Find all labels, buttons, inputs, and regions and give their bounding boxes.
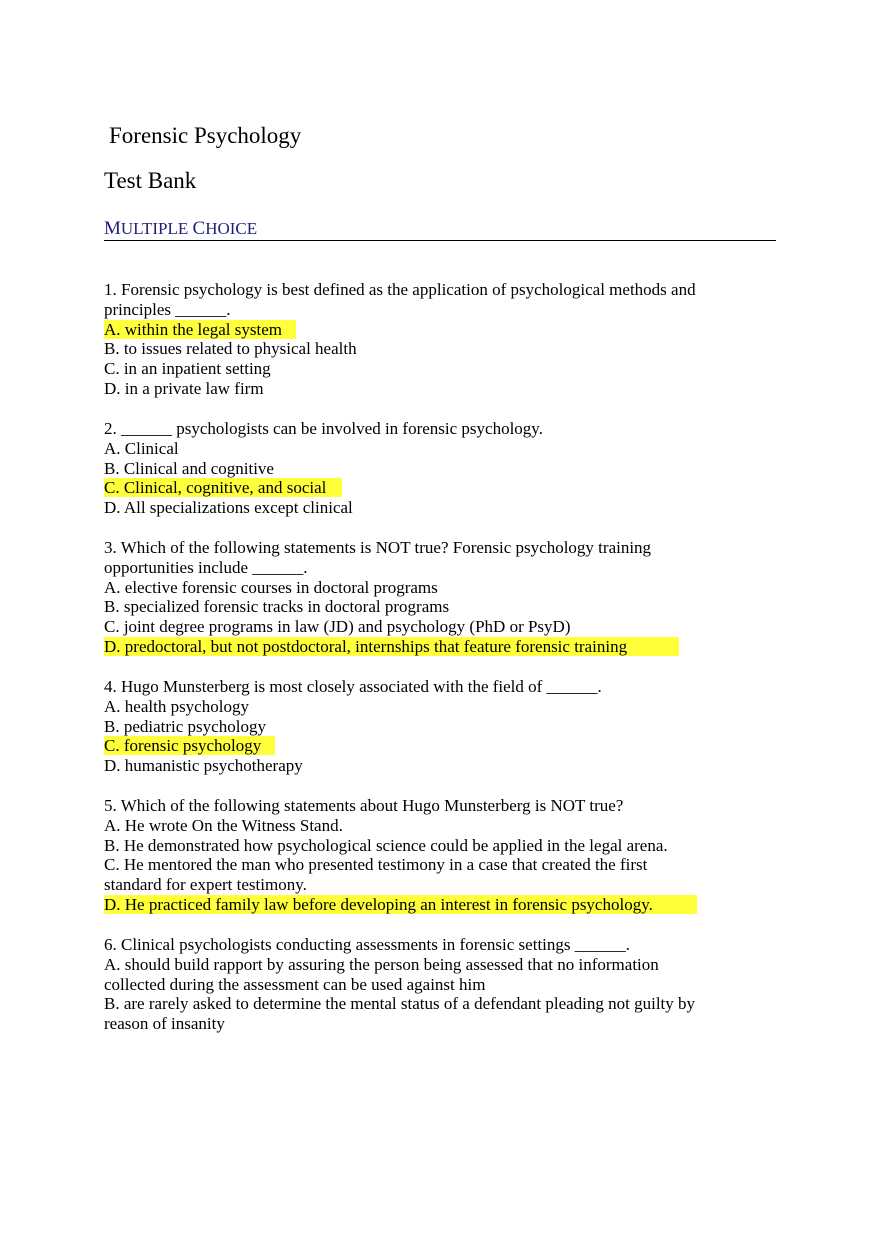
answer-option-highlighted: C. forensic psychology bbox=[104, 736, 275, 755]
answer-option: B. pediatric psychology bbox=[104, 716, 266, 736]
question-stem: principles ______. bbox=[104, 299, 231, 319]
section-heading-multiple-choice: MULTIPLE CHOICE bbox=[104, 218, 776, 241]
answer-option: A. He wrote On the Witness Stand. bbox=[104, 815, 343, 835]
question-stem: 1. Forensic psychology is best defined as the application of psychological methods and bbox=[104, 280, 696, 299]
question-stem: 4. Hugo Munsterberg is most closely associated with the field of ______. bbox=[104, 677, 602, 696]
answer-option: B. Clinical and cognitive bbox=[104, 458, 274, 478]
answer-option: C. joint degree programs in law (JD) and psychology (PhD or PsyD) bbox=[104, 617, 571, 637]
question-stem: 2. ______ psychologists can be involved in forensic psychology. bbox=[104, 419, 543, 438]
answer-option-highlighted: D. He practiced family law before developing an interest in forensic psychology. bbox=[104, 895, 697, 914]
question-stem: 6. Clinical psychologists conducting assessments in forensic settings ______. bbox=[104, 935, 631, 954]
answer-option: D. humanistic psychotherapy bbox=[104, 756, 303, 776]
question-stem: opportunities include ______. bbox=[104, 557, 308, 577]
answer-option: B. He demonstrated how psychological science could be applied in the legal arena. bbox=[104, 835, 668, 855]
answer-option: B. are rarely asked to determine the mental status of a defendant pleading not guilty by bbox=[104, 994, 696, 1014]
answer-option: D. in a private law firm bbox=[104, 378, 264, 398]
answer-option: A. elective forensic courses in doctoral programs bbox=[104, 577, 438, 597]
answer-option-continued: standard for expert testimony. bbox=[104, 875, 307, 895]
document-title: Forensic Psychology bbox=[109, 123, 302, 148]
question-2 bbox=[104, 419, 744, 518]
answer-option: B. to issues related to physical health bbox=[104, 339, 357, 359]
answer-option-highlighted: A. within the legal system bbox=[104, 320, 296, 339]
answer-option: B. specialized forensic tracks in doctoral programs bbox=[104, 597, 450, 617]
answer-option-highlighted: C. Clinical, cognitive, and social bbox=[104, 478, 342, 497]
question-stem: 5. Which of the following statements about Hugo Munsterberg is NOT true? bbox=[104, 796, 624, 815]
answer-option: A. health psychology bbox=[104, 696, 249, 716]
question-5 bbox=[104, 796, 744, 915]
answer-option-continued: reason of insanity bbox=[104, 1014, 225, 1034]
document-subtitle: Test Bank bbox=[104, 168, 197, 193]
answer-option-highlighted: D. predoctoral, but not postdoctoral, internships that feature forensic training bbox=[104, 637, 679, 656]
answer-option: A. should build rapport by assuring the person being assessed that no information bbox=[104, 954, 659, 974]
question-4 bbox=[104, 677, 744, 776]
question-1 bbox=[104, 280, 744, 399]
answer-option: C. He mentored the man who presented testimony in a case that created the first bbox=[104, 855, 648, 875]
answer-option: D. All specializations except clinical bbox=[104, 498, 353, 518]
question-stem: 3. Which of the following statements is NOT true? Forensic psychology training bbox=[104, 538, 652, 557]
answer-option-continued: collected during the assessment can be used against him bbox=[104, 974, 486, 994]
question-3 bbox=[104, 538, 744, 657]
answer-option: C. in an inpatient setting bbox=[104, 359, 271, 379]
question-6 bbox=[104, 935, 744, 1034]
answer-option: A. Clinical bbox=[104, 438, 179, 458]
